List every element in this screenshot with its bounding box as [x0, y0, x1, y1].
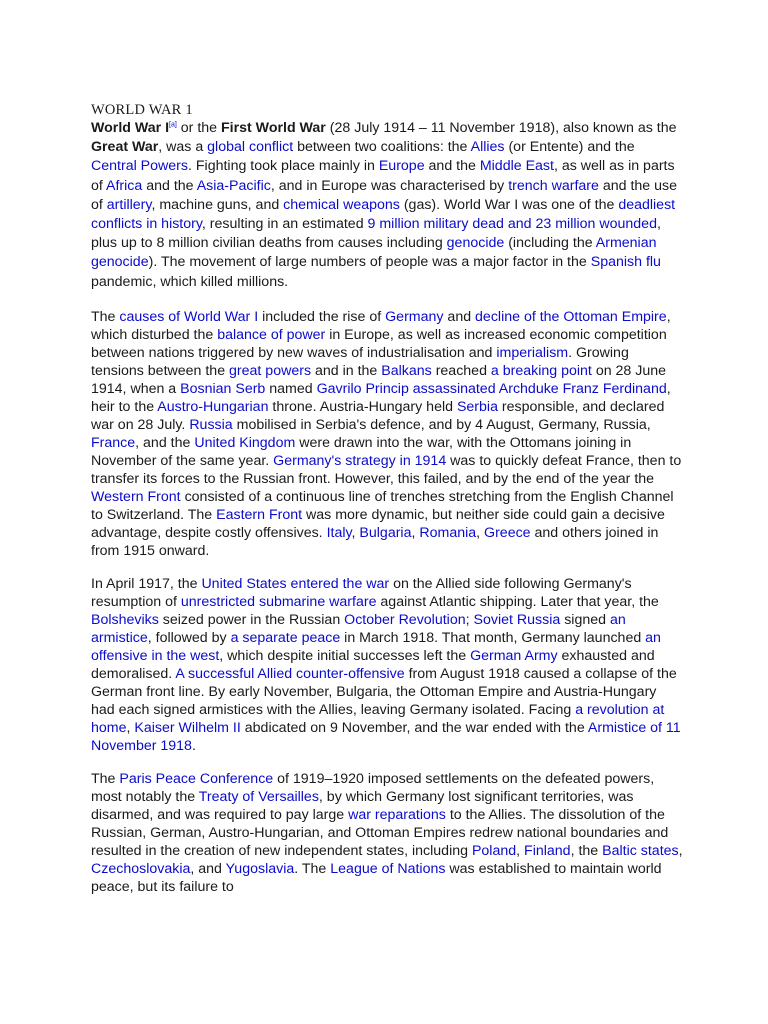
text-run: ,: [678, 842, 683, 859]
text-run: and: [443, 308, 476, 325]
text-run: was established to maintain world peace, but its failure to: [91, 860, 662, 895]
hyperlink[interactable]: Austro-Hungarian: [157, 398, 269, 415]
hyperlink[interactable]: Soviet Russia: [473, 611, 561, 628]
hyperlink[interactable]: deadliest conflicts in history: [91, 196, 676, 233]
text-run: ,: [351, 524, 360, 541]
hyperlink[interactable]: Finland: [524, 842, 571, 859]
hyperlink[interactable]: war reparations: [348, 806, 446, 823]
paragraph-3: [91, 575, 683, 755]
hyperlink[interactable]: Asia-Pacific: [196, 177, 271, 194]
hyperlink[interactable]: Central Powers: [91, 158, 188, 175]
hyperlink[interactable]: Armistice of 11 November 1918: [91, 719, 681, 754]
hyperlink[interactable]: Bosnian Serb: [180, 380, 266, 397]
text-run: to the Allies. The dissolution of the Russian, German, Austro-Hungarian, and Ottoman Empires redrew national boundaries and resulted in the creation of new independent states, including: [91, 806, 669, 859]
text-run: was to quickly defeat France, then to transfer its forces to the Russian front. However, this failed, and by the end of the year the: [91, 452, 682, 487]
hyperlink[interactable]: global conflict: [207, 139, 294, 156]
text-run: pandemic, which killed millions.: [91, 273, 289, 290]
hyperlink[interactable]: trench warfare: [508, 177, 599, 194]
text-run: ,: [411, 524, 420, 541]
text-run: and the: [424, 158, 480, 175]
hyperlink[interactable]: causes of World War I: [119, 308, 259, 325]
hyperlink[interactable]: United States entered the war: [201, 575, 390, 592]
text-run: mobilised in Serbia's defence, and by 4 August, Germany, Russia,: [232, 416, 651, 433]
text-run: on 28 June 1914, when a: [91, 362, 667, 397]
text-run: were drawn into the war, with the Ottomans joining in November of the same year.: [91, 434, 632, 469]
hyperlink[interactable]: German Army: [470, 647, 558, 664]
text-run: of 1919–1920 imposed settlements on the defeated powers, most notably the: [91, 770, 655, 805]
hyperlink[interactable]: Baltic states: [602, 842, 679, 859]
text-run: was more dynamic, but neither side could gain a decisive advantage, despite costly offensives.: [91, 506, 665, 541]
hyperlink[interactable]: Africa: [106, 177, 143, 194]
hyperlink[interactable]: chemical weapons: [283, 196, 400, 213]
text-run: and others joined in from 1915 onward.: [91, 524, 659, 559]
text-run: , and the: [135, 434, 195, 451]
text-run: consisted of a continuous line of trenches stretching from the English Channel to Switzerland. The: [91, 488, 674, 523]
hyperlink[interactable]: League of Nations: [330, 860, 446, 877]
text-run: and the: [142, 177, 197, 194]
hyperlink[interactable]: genocide: [446, 235, 505, 252]
hyperlink[interactable]: a revolution at home: [91, 701, 665, 736]
text-run: , which disturbed the: [91, 308, 671, 343]
hyperlink[interactable]: artillery: [106, 196, 152, 213]
text-run: , and in Europe was characterised by: [270, 177, 509, 194]
hyperlink[interactable]: Greece: [484, 524, 531, 541]
text-run: in March 1918. That month, Germany launched: [340, 629, 646, 646]
hyperlink[interactable]: Russia: [189, 416, 233, 433]
text-run: from August 1918 caused a collapse of the German front line. By early November, Bulgaria, the Ottoman Empire and Austria-Hungary had each signed armistices with the Allies, leaving Germany isolated. Facing: [91, 665, 677, 718]
text-run: ,: [476, 524, 485, 541]
text-run: (or Entente) and the: [504, 139, 635, 156]
hyperlink[interactable]: France: [91, 434, 136, 451]
text-run: The: [91, 770, 120, 787]
hyperlink[interactable]: Gavrilo Princip assassinated Archduke Franz Ferdinand: [316, 380, 667, 397]
text-run: reached: [431, 362, 491, 379]
hyperlink[interactable]: Europe: [378, 158, 425, 175]
hyperlink[interactable]: Treaty of Versailles: [198, 788, 319, 805]
hyperlink[interactable]: Bulgaria: [359, 524, 412, 541]
text-run: , plus up to 8 million civilian deaths from causes including: [91, 216, 661, 252]
hyperlink[interactable]: Eastern Front: [216, 506, 303, 523]
paragraph-2: [91, 308, 683, 560]
bold-term: First World War: [221, 120, 326, 136]
text-run: seized power in the Russian: [158, 611, 345, 628]
hyperlink[interactable]: Germany: [385, 308, 444, 325]
text-run: . Fighting took place mainly in: [188, 158, 379, 175]
hyperlink[interactable]: Serbia: [456, 398, 498, 415]
text-run: . The: [294, 860, 331, 877]
footnote-reference[interactable]: [a]: [169, 121, 177, 129]
text-run: abdicated on 9 November, and the war ended with the: [240, 719, 588, 736]
hyperlink[interactable]: Czechoslovakia: [91, 860, 191, 877]
text-run: , and: [190, 860, 226, 877]
text-run: signed: [560, 611, 610, 628]
hyperlink[interactable]: Balkans: [381, 362, 432, 379]
hyperlink[interactable]: A successful Allied counter-offensive: [175, 665, 405, 682]
hyperlink[interactable]: imperialism: [496, 344, 569, 361]
text-run: against Atlantic shipping. Later that year, the: [376, 593, 659, 610]
text-run: . Growing tensions between the: [91, 344, 629, 379]
hyperlink[interactable]: Kaiser Wilhelm II: [134, 719, 241, 736]
paragraph-1: [91, 119, 683, 292]
hyperlink[interactable]: an offensive in the west: [91, 629, 661, 664]
hyperlink[interactable]: Germany's strategy in 1914: [273, 452, 447, 469]
hyperlink[interactable]: Spanish flu: [590, 254, 661, 271]
text-run: in Europe, as well as increased economic competition between nations triggered by new waves of industrialisation and: [91, 326, 667, 361]
hyperlink[interactable]: Western Front: [91, 488, 181, 505]
hyperlink[interactable]: Paris Peace Conference: [119, 770, 274, 787]
hyperlink[interactable]: Yugoslavia: [225, 860, 295, 877]
text-run: , which despite initial successes left the: [219, 647, 471, 664]
text-run: and in the: [311, 362, 382, 379]
hyperlink[interactable]: Poland: [471, 842, 517, 859]
text-run: ). The movement of large numbers of people was a major factor in the: [148, 254, 591, 271]
text-run: named: [265, 380, 317, 397]
text-run: In April 1917, the: [91, 575, 202, 592]
text-run: included the rise of: [258, 308, 386, 325]
text-run: , heir to the: [91, 380, 671, 415]
text-run: between two coalitions: the: [293, 139, 471, 156]
text-run: (28 July 1914 – 11 November 1918), also known as the: [325, 120, 677, 136]
text-run: , the: [570, 842, 603, 859]
text-run: , machine guns, and: [151, 196, 284, 213]
hyperlink[interactable]: 9 million military dead and 23 million wounded: [367, 216, 657, 233]
hyperlink[interactable]: decline of the Ottoman Empire: [475, 308, 667, 325]
hyperlink[interactable]: October Revolution: [344, 611, 466, 628]
text-run: The: [91, 308, 120, 325]
text-run: , resulting in an estimated: [201, 216, 368, 233]
text-run: , by which Germany lost significant territories, was disarmed, and was required to pay large: [91, 788, 634, 823]
hyperlink[interactable]: balance of power: [217, 326, 326, 343]
text-run: throne. Austria-Hungary held: [268, 398, 457, 415]
hyperlink[interactable]: a breaking point: [490, 362, 592, 379]
text-run: on the Allied side following Germany's resumption of: [91, 575, 632, 610]
hyperlink[interactable]: great powers: [229, 362, 312, 379]
hyperlink[interactable]: an armistice: [91, 611, 626, 646]
hyperlink[interactable]: United Kingdom: [194, 434, 296, 451]
document-title: WORLD WAR 1: [91, 102, 193, 118]
bold-term: Great War: [91, 139, 159, 156]
text-run: , as well as in parts of: [91, 158, 675, 194]
text-run: (including the: [504, 235, 596, 252]
hyperlink[interactable]: Bolsheviks: [91, 611, 159, 628]
text-run: or the: [176, 120, 221, 136]
hyperlink[interactable]: unrestricted submarine warfare: [180, 593, 377, 610]
text-run: , followed by: [147, 629, 231, 646]
text-run: ,: [126, 719, 135, 736]
text-run: ,: [516, 842, 525, 859]
bold-term: World War I: [91, 120, 170, 136]
hyperlink[interactable]: Romania: [419, 524, 477, 541]
hyperlink[interactable]: Armenian genocide: [91, 235, 657, 271]
hyperlink[interactable]: Allies: [470, 139, 505, 156]
text-run: (gas). World War I was one of the: [399, 196, 619, 213]
text-run: , was a: [158, 139, 208, 156]
paragraph-4: [91, 770, 683, 896]
text-run: exhausted and demoralised.: [91, 647, 655, 682]
text-run: .: [191, 737, 196, 754]
hyperlink[interactable]: a separate peace: [230, 629, 341, 646]
text-run: ;: [465, 611, 474, 628]
document-page: [91, 101, 683, 911]
hyperlink[interactable]: Italy: [326, 524, 352, 541]
text-run: responsible, and declared war on 28 July.: [91, 398, 665, 433]
text-run: and the use of: [91, 177, 677, 213]
hyperlink[interactable]: Middle East: [479, 158, 554, 175]
